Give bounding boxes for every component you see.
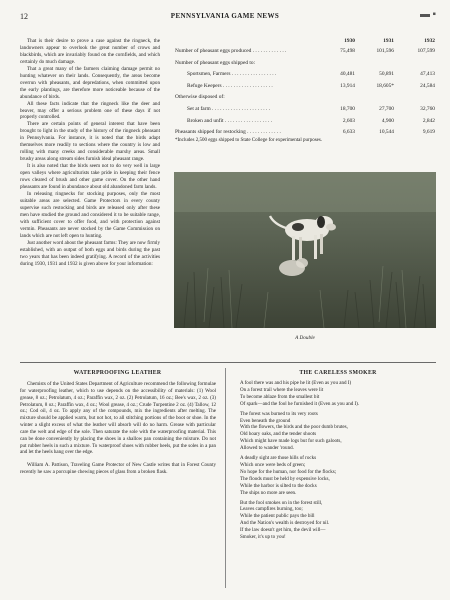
left-column-article — [20, 38, 160, 267]
row-label: Sportsmen, Farmers . . . . . . . . . . . . . . . . . — [187, 71, 277, 78]
journal-title: PENNSYLVANIA GAME NEWS — [170, 12, 280, 20]
poem-line: Allowed to wander 'round. — [240, 445, 294, 452]
row-label: Pheasants shipped for restocking . . . . . . . . . . . . . — [175, 129, 281, 136]
cell-value: 107,599 — [417, 48, 435, 54]
cell-value: 50,891 — [379, 71, 394, 78]
cell-value: 13,914 — [340, 82, 355, 89]
cell-value: 40,481 — [340, 71, 355, 78]
table-row — [175, 48, 435, 60]
poem-line: But the fool smokes on in the forest still, — [240, 499, 323, 506]
paragraph: Just another word about the pheasant farms: They are now firmly established, with an output of both eggs and birds during the past two years that has been indeed gratifying. A record of the activities during 1930, 1931 and 1932 is given above for your information: — [20, 239, 160, 267]
table-year-header: 1931 — [383, 38, 394, 44]
poem-line: Of spark—and the fool he furnished it (Even as you and I). — [240, 400, 360, 407]
table-row — [175, 71, 435, 83]
poem-line: Which might have made logs but for such galoots, — [240, 438, 342, 445]
cell-value: 32,760 — [420, 105, 435, 112]
page-number: 12 — [20, 12, 28, 21]
waterproofing-title: WATERPROOFING LEATHER — [73, 370, 162, 376]
cell-value: 47,413 — [420, 71, 435, 78]
cell-value: 2,603 — [342, 117, 355, 124]
table-row — [175, 83, 435, 95]
paragraph: William A. Pattison, Traveling Game Protector of New Castle writes that in Forest County recently he saw a porcupine chewing pieces of glass from a broken flask. — [20, 462, 216, 476]
hunting-dogs-photo — [174, 172, 436, 328]
table-year-header: 1932 — [424, 38, 435, 44]
poem-line: The forest was burned to its very roots — [240, 410, 318, 417]
row-label: Refuge Keepers . . . . . . . . . . . . . . . . . . . — [187, 82, 273, 89]
poem-line: While the harbor is silted to the docks — [240, 482, 317, 489]
cell-value: 6,633 — [342, 129, 355, 136]
table-row — [175, 118, 435, 130]
field-scene-illustration — [174, 172, 436, 328]
table-footnote: *Includes 2,500 eggs shipped to State College for experimental purposes. — [175, 138, 323, 143]
poem-line: The ships no more are seen. — [240, 489, 297, 496]
cell-value: 9,619 — [422, 129, 435, 136]
section-divider — [20, 362, 436, 363]
cell-value: 10,544 — [379, 129, 394, 136]
paragraph: There are certain points of general interest that have been brought to light in the study of the history of the ringneck pheasant in Pennsylvania. For instance, it is noted that the birds adapt themselves more readily to sections where the country is low and rolling with many creeks and considerable marshy areas. Small brushy areas along stream sides furnish ideal pheasant range. — [20, 121, 160, 163]
poem-line: On a forest trail where the leaves were lit — [240, 386, 324, 393]
poem-line: A deadly sight are those hills of rocks — [240, 455, 317, 462]
cell-value: 101,596 — [376, 48, 394, 54]
poem-title: THE CARELESS SMOKER — [299, 370, 377, 376]
paragraph: All these facts indicate that the ringneck like the deer and beaver, may offer a serious problem one of these days if not properly controlled. — [20, 100, 160, 121]
poem-line: While the patient public pays the bill — [240, 513, 315, 520]
row-label: Number of pheasant eggs shipped to: — [175, 59, 256, 66]
poem-line: A fool there was and his pipe he lit (Even as you and I) — [240, 380, 352, 386]
poem-line: Old hoary oaks, and the tender shoots — [240, 431, 317, 438]
table-year-header: 1930 — [344, 38, 355, 44]
paragraph: In releasing ringnecks for stocking purposes, only the most suitable areas are selected. Game Protectors in every county supervise such restocking and birds are released only after these men have studied the ground and considered it to be suitable range, with sufficient cover to offer food, and with protection against vermin. Pheasants are never stocked by the Game Commission on lands which are not left open to hunting. — [20, 190, 160, 239]
cell-value: 18,700 — [340, 105, 355, 112]
poem-line: With the flowers, the birds and the poor dumb brutes, — [240, 424, 348, 431]
poem-line: Smoker, it's up to you! — [240, 534, 286, 541]
paragraph: That a great many of the farmers claiming damage permit no hunting whatever on their lands. Consequently, the areas become overrun with pheasants, and depredations, when committed upon the early plantings, are therefore more noticeable because of the abundance of birds. — [20, 65, 160, 100]
poem-line: Which once were beds of green; — [240, 461, 306, 468]
poem-body — [240, 380, 436, 541]
waterproofing-article — [20, 381, 216, 476]
cell-value: 4,900 — [381, 117, 394, 124]
row-label: Set at farm . . . . . . . . . . . . . . . . . . . . . . — [187, 105, 270, 112]
table-row — [175, 60, 435, 72]
poem-line: Leaves campfires burning, too; — [240, 506, 303, 513]
paragraph: That is their desire to prove a case against the ringneck, the landowners appear to overlook the great number of crows and blackbirds, which are invariably found on the cornfields, and which certainly do much damage. — [20, 38, 160, 65]
poem-line: If the law doesn't get him, the devil will— — [240, 527, 326, 534]
cell-value: 18,605* — [376, 82, 394, 89]
poem-line: Even beneath the ground — [240, 417, 291, 424]
table-row — [175, 94, 435, 106]
poem-line: No hope for the human, nor food for the flocks; — [240, 468, 337, 475]
pheasant-statistics-table — [175, 48, 435, 141]
paragraph: It is also noted that the birds seem not to do very well in large open valleys where agriculturists take pride in keeping their fence rows cleared of brush and other game cover. On the other hand pheasants are found in abundance about old abandoned farm lands. — [20, 163, 160, 191]
cell-value: 75,498 — [340, 48, 355, 54]
row-label: Otherwise disposed of: — [175, 94, 225, 101]
poem-line: The floods must be held by expensive locks, — [240, 475, 330, 482]
row-label: Broken and unfit . . . . . . . . . . . . . . . . . . — [187, 117, 273, 124]
row-label: Number of pheasant eggs produced . . . . . . . . . . . . . — [175, 48, 287, 54]
table-row — [175, 106, 435, 118]
photo-caption: A Double — [295, 335, 315, 341]
paragraph: Chemists of the United States Department of Agriculture recommend the following formulae for waterproofing leather, which to use depends on the accessibility of materials: (1) Wool grease, 8 oz.; Petrolatum, 4 oz.; Paraffin wax, 2 oz. (2) Petrolatum, 16 oz.; Bee's wax, 2 oz. (3) Petrolatum, 8 oz.; Paraffin wax, 4 oz.; Wool grease, 4 oz.; Crude Turpentine 2 oz. (4) Tallow, 12 oz.; Cod oil, 4 oz. To apply any of the compounds, mix the ingredients after melting. The mixture should be applied warm, but not hot, to all stitching portions of the boot or shoe. In the winter a slight excess of what the leather will absorb will do no harm. Grease with particular care the welt and edge of the sole. Then saturate the sole with the waterproofing material. This can be done conveniently by placing the shoes in a shallow pan containing the mixture. Do not put rubber heels in such a mixture. To waterproof shoes with rubber heels, put the soles in a pan and let the heels hang over the edge. — [20, 381, 216, 456]
poem-line: And the Nation's wealth is destroyed for nil. — [240, 520, 330, 527]
corner-mark: ▬ ▪ — [419, 9, 436, 20]
column-divider — [225, 368, 226, 588]
cell-value: 24,584 — [420, 82, 435, 89]
cell-value: 27,700 — [379, 105, 394, 112]
cell-value: 2,842 — [422, 117, 435, 124]
poem-line: To become ablaze from the smallest bit — [240, 393, 320, 400]
